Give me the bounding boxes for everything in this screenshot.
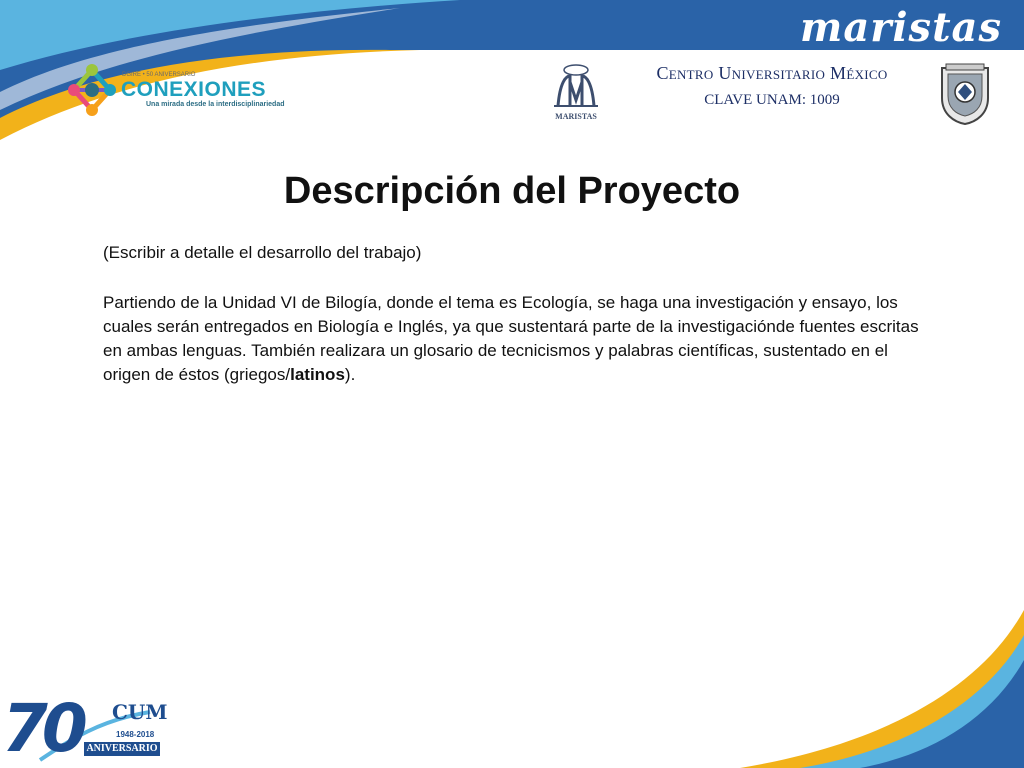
maristas-emblem — [548, 62, 604, 124]
institution-name: Centro Universitario México — [656, 63, 888, 83]
slide-title: Descripción del Proyecto — [283, 170, 741, 212]
anniversary-number: 70 — [2, 690, 82, 767]
cum-shield-icon — [936, 62, 994, 126]
project-description — [103, 291, 933, 387]
anniversary-years: 1948-2018 — [116, 730, 155, 739]
conexiones-tagline: Una mirada desde la interdisciplinariedad — [146, 101, 285, 108]
conexiones-logo — [66, 64, 286, 120]
maristas-wordmark: maristas — [800, 4, 1002, 51]
anniversary-label: ANIVERSARIO — [84, 742, 160, 756]
maristas-emblem-label: MARISTAS — [555, 112, 597, 121]
description-bold: latinos — [290, 365, 345, 384]
institution-clave: CLAVE UNAM: 1009 — [704, 92, 840, 108]
instruction-text: (Escribir a detalle el desarrollo del trabajo) — [103, 243, 422, 262]
conexiones-name: CONEXIONES — [121, 78, 267, 101]
maristas-monogram-icon — [548, 62, 604, 112]
description-end: ). — [344, 365, 356, 384]
conexiones-small-text: DGIRE • 50 ANIVERSARIO — [122, 72, 196, 78]
conexiones-network-icon — [66, 64, 118, 116]
description-main: Partiendo de la Unidad VI de Bilogía, donde el tema es Ecología, se haga una investigación y ensayo, los cuales serán entregados en Biología e Inglés, ya que sustentará parte de la investigaciónde fuentes escritas en ambas lenguas. También realizara un glosario de tecnicismos y palabras científicas, sustentado en el origen de éstos (griegos/ — [103, 293, 919, 384]
anniversary-cum-mark: CUM — [112, 700, 168, 724]
